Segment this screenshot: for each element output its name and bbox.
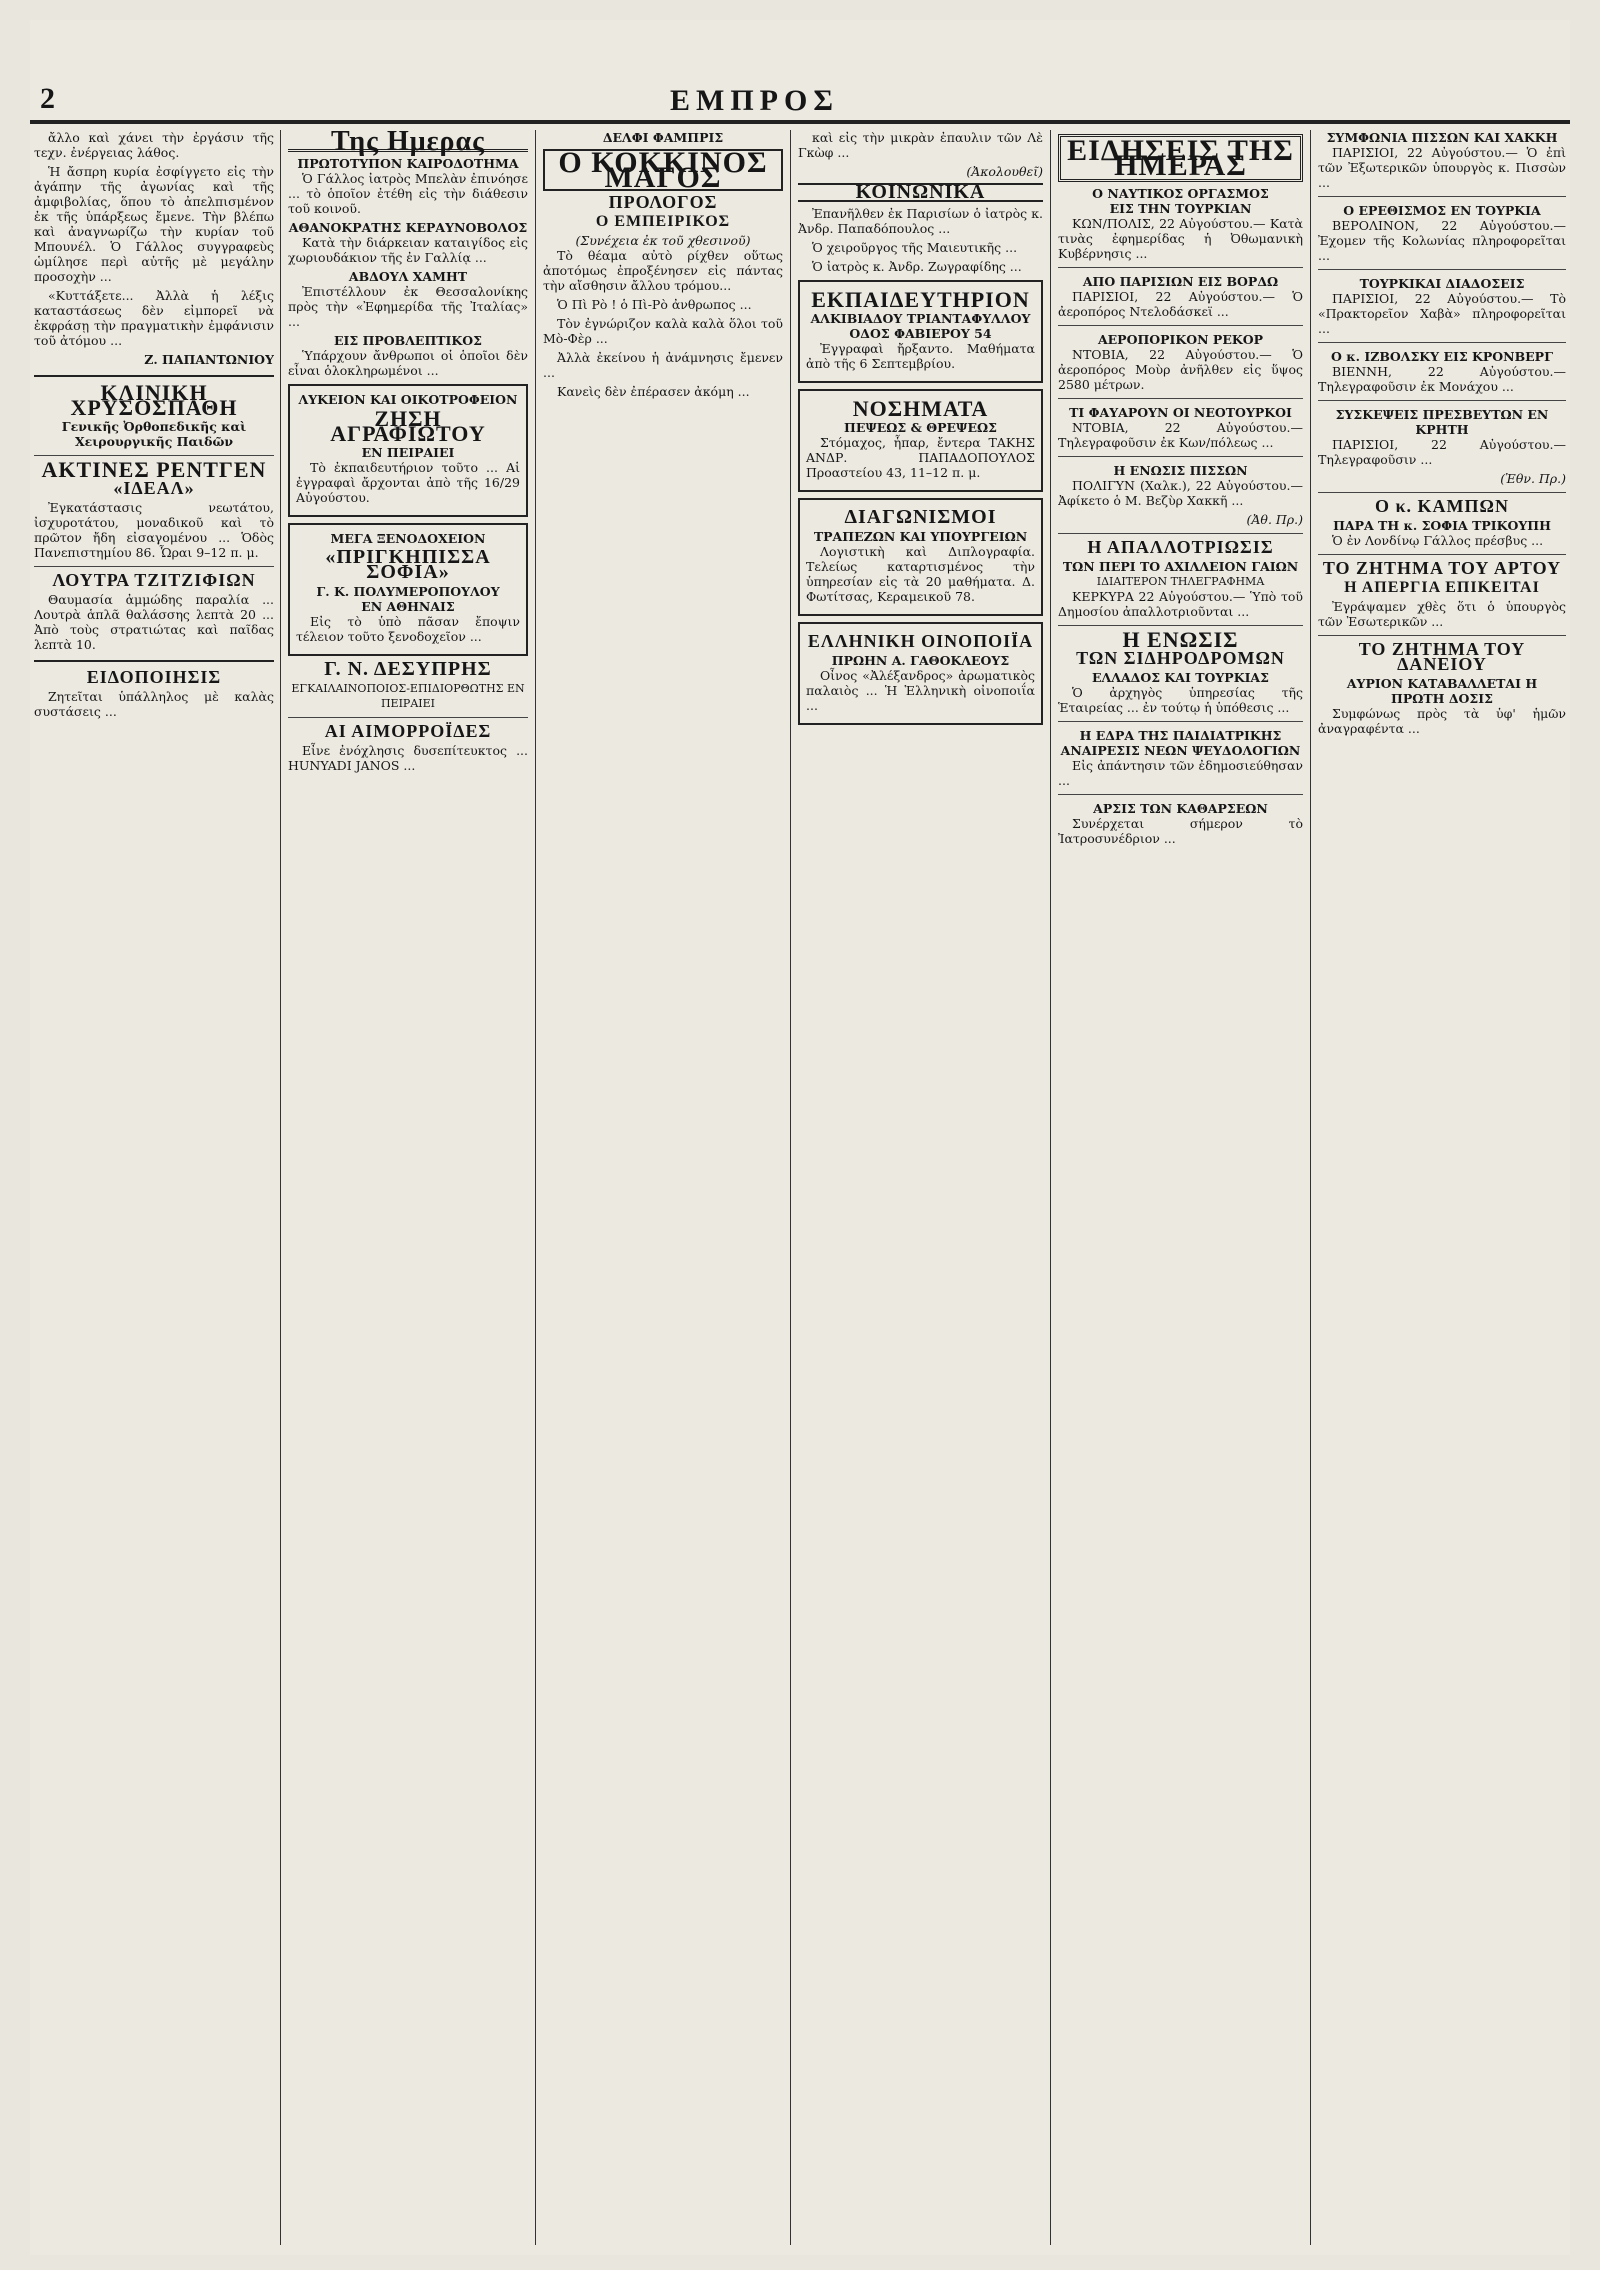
news-text: ΠΑΡΙΣΙΟΙ, 22 Αὐγούστου.— Ὁ ἐπὶ τῶν Ἐξωτερικῶν ὑπουργὸς κ. Πισσὼν ... (1318, 145, 1566, 190)
news-title: ΑΡΣΙΣ ΤΩΝ ΚΑΘΑΡΣΕΩΝ (1093, 801, 1268, 816)
ad-subheading: ΠΕΨΕΩΣ & ΘΡΕΨΕΩΣ (844, 420, 997, 435)
ad-text: Εἰς τὸ ὑπὸ πᾶσαν ἔποψιν τέλειον τοῦτο ξενοδοχεῖον ... (296, 614, 520, 644)
article-title: ΑΘΑΝΟΚΡΑΤΗΣ ΚΕΡΑΥΝΟΒΟΛΟΣ (288, 220, 528, 235)
serial-title: Ο ΚΟΚΚΙΝΟΣ ΜΑΓΟΣ (543, 149, 783, 191)
news-subtitle: ΤΩΝ ΣΙΔΗΡΟΔΡΟΜΩΝ (1076, 648, 1285, 668)
news-title: ΑΕΡΟΠΟΡΙΚΟΝ ΡΕΚΟΡ (1097, 332, 1264, 347)
news-title: Ο ΕΡΕΘΙΣΜΟΣ ΕΝ ΤΟΥΡΚΙΑ (1343, 203, 1541, 218)
social-text: Ὁ χειροῦργος τῆς Μαιευτικῆς ... (812, 240, 1018, 255)
divider (1318, 635, 1566, 636)
news-title: Η ΕΝΩΣΙΣ ΠΙΣΣΩΝ (1113, 463, 1248, 478)
ad-name: «ΠΡΙΓΚΗΠΙΣΣΑ ΣΟΦΙΑ» (325, 546, 491, 583)
news-text: Συνέρχεται σήμερον τὸ Ἰατροσυνέδριον ... (1058, 816, 1303, 846)
divider (34, 455, 274, 456)
news-subtitle: ΑΥΡΙΟΝ ΚΑΤΑΒΑΛΛΕΤΑΙ Η ΠΡΩΤΗ ΔΟΣΙΣ (1346, 676, 1538, 706)
divider (1058, 267, 1303, 268)
news-kind: ΙΔΙΑΙΤΕΡΟΝ ΤΗΛΕΓΡΑΦΗΜΑ (1096, 575, 1265, 588)
news-title: Ο κ. ΚΑΜΠΩΝ (1375, 496, 1509, 516)
news-text: ΠΟΛΙΓΥΝ (Χαλκ.), 22 Αὐγούστου.— Ἀφίκετο ὁ Μ. Βεζὺρ Χακκῆ ... (1058, 478, 1303, 508)
news-text: ΝΤΟΒΙΑ, 22 Αὐγούστου.— Ὁ ἀεροπόρος Μοὺρ ἀνῆλθεν εἰς ὕψος 2580 μέτρων. (1058, 347, 1303, 392)
ad-subheading: ΕΓΚΑΙΛΑΙΝΟΠΟΙΟΣ-ΕΠΙΔΙΟΡΘΩΤΗΣ ΕΝ ΠΕΙΡΑΙΕΙ (291, 682, 525, 710)
serial-text: Ὁ Πὶ Ρὸ ! ὁ Πὶ-Ρὸ ἀνθρωπος ... (557, 297, 752, 312)
ad-name: ΖΗΣΗ ΑΓΡΑΦΙΩΤΟΥ (330, 406, 486, 446)
serial-author: ΔΕΛΦΙ ΦΑΜΠΡΙΣ (602, 130, 724, 145)
serial-subtitle: ΠΡΟΛΟΓΟΣ (608, 192, 718, 212)
ad-heading: ΕΛΛΗΝΙΚΗ ΟΙΝΟΠΟΙΪΑ (807, 631, 1034, 651)
divider (1058, 325, 1303, 326)
divider (1058, 625, 1303, 626)
news-text: Ὁ ἐν Λονδίνῳ Γάλλος πρέσβυς ... (1332, 533, 1544, 548)
column-5 (1058, 130, 1303, 2245)
divider (1058, 794, 1303, 795)
column-rule (1050, 130, 1051, 2245)
ad-box (288, 384, 528, 517)
section-heading: ΕΙΔΗΣΕΙΣ ΤΗΣ ΗΜΕΡΑΣ (1058, 134, 1303, 182)
news-title: Η ΕΔΡΑ ΤΗΣ ΠΑΙΔΙΑΤΡΙΚΗΣ (1079, 728, 1282, 743)
serial-continuation: (Συνέχεια ἐκ τοῦ χθεσινοῦ) (575, 233, 751, 248)
news-title: Η ΕΝΩΣΙΣ (1122, 627, 1239, 652)
article-text: ἄλλο καὶ χάνει τὴν ἐργάσιν τῆς τεχν. ἐνέργειας λάθος. (34, 130, 274, 160)
ad-box (798, 622, 1043, 725)
newspaper-page (30, 20, 1570, 2255)
news-text: Συμφώνως πρὸς τὰ ὑφ' ἡμῶν ἀναγραφέντα ... (1318, 706, 1566, 736)
news-title: ΤΟ ΖΗΤΗΜΑ ΤΟΥ ΔΑΝΕΙΟΥ (1358, 639, 1526, 674)
ad-city: ΕΝ ΠΕΙΡΑΙΕΙ (361, 445, 455, 460)
ad-subheading: Γενικῆς Ὀρθοπεδικῆς καὶ Χειρουργικῆς Παιδῶν (61, 419, 247, 449)
divider (34, 566, 274, 567)
ad-text: Ἐγγραφαὶ ἤρξαντο. Μαθήματα ἀπὸ τῆς 6 Σεπτεμβρίου. (806, 341, 1035, 371)
ad-text: Οἶνος «Ἀλέξανδρος» ἀρωματικὸς παλαιὸς ... Ἡ Ἑλληνικὴ οἰνοποιΐα ... (806, 668, 1035, 713)
news-title: ΤΙ ΦΑΥΑΡΟΥΝ ΟΙ ΝΕΟΤΟΥΡΚΟΙ (1069, 405, 1292, 420)
column-3 (543, 130, 783, 2245)
article-text: Ἐπιστέλλουν ἐκ Θεσσαλονίκης πρὸς τὴν «Ἐφημερίδα τῆς Ἰταλίας» ... (288, 284, 528, 329)
news-title: ΑΠΟ ΠΑΡΙΣΙΩΝ ΕΙΣ ΒΟΡΔΩ (1082, 274, 1279, 289)
divider (288, 717, 528, 718)
social-text: Ὁ ἰατρὸς κ. Ἀνδρ. Ζωγραφίδης ... (812, 259, 1022, 274)
ad-text: Στόμαχος, ἧπαρ, ἔντερα ΤΑΚΗΣ ΑΝΔΡ. ΠΑΠΑΔΟΠΟΥΛΟΣ Προαστείου 43, 11–12 π. μ. (806, 435, 1035, 480)
serial-text: Τὸ θέαμα αὐτὸ ρίχθεν οὕτως ἀποτόμως ἐπροξένησεν εἰς πάντας τὴν αἴσθησιν ἄλλου τρόμου... (543, 248, 783, 293)
divider (1058, 533, 1303, 534)
article-text: Ὑπάρχουν ἄνθρωποι οἱ ὁποῖοι δὲν εἶναι ὁλοκληρωμένοι ... (288, 348, 528, 378)
news-title: ΣΥΜΦΩΝΙΑ ΠΙΣΣΩΝ ΚΑΙ ΧΑΚΚΗ (1326, 130, 1558, 145)
news-source: (Ἐθν. Πρ.) (1500, 471, 1566, 486)
ad-heading: ΛΟΥΤΡΑ ΤΖΙΤΖΙΦΙΩΝ (52, 570, 256, 590)
notice-text: Ζητεῖται ὑπάλληλος μὲ καλὰς συστάσεις ... (34, 689, 274, 719)
ad-heading: ΔΙΑΓΩΝΙΣΜΟΙ (844, 506, 997, 528)
notice-heading: ΕΙΔΟΠΟΙΗΣΙΣ (86, 667, 222, 687)
article-text: Κατὰ τὴν διάρκειαν καταιγίδος εἰς χωριουδάκιον τῆς ἐν Γαλλίᾳ ... (288, 235, 528, 265)
article-title: ΑΒΔΟΥΛ ΧΑΜΗΤ (348, 269, 468, 284)
news-subtitle: ΠΑΡΑ ΤΗ κ. ΣΟΦΙΑ ΤΡΙΚΟΥΠΗ (1333, 518, 1551, 533)
ad-text: Ἐγκατάστασις νεωτάτου, ἰσχυροτάτου, μοναδικοῦ καὶ τὸ πρῶτον ἤδη εἰσαγομένου ... Ὁδὸς Πανεπιστημίου 86. Ὧραι 9–12 π. μ. (34, 500, 274, 560)
serial-chapter: Ο ΕΜΠΕΙΡΙΚΟΣ (595, 213, 731, 230)
news-subtitle: ΕΙΣ ΤΗΝ ΤΟΥΡΚΙΑΝ (1109, 201, 1252, 216)
divider (1318, 400, 1566, 401)
divider (1058, 721, 1303, 722)
column-rule (790, 130, 791, 2245)
masthead (30, 20, 1570, 117)
news-text: Ὁ ἀρχηγὸς ὑπηρεσίας τῆς Ἑταιρείας ... ἐν τούτῳ ἡ ὑπόθεσις ... (1058, 685, 1303, 715)
news-title: Η ΑΠΑΛΛΟΤΡΙΩΣΙΣ (1087, 537, 1274, 557)
ad-name: ΑΛΚΙΒΙΑΔΟΥ ΤΡΙΑΝΤΑΦΥΛΛΟΥ (810, 311, 1031, 326)
ad-box (798, 389, 1043, 492)
news-text: Ἐγράψαμεν χθὲς ὅτι ὁ ὑπουργὸς τῶν Ἐσωτερικῶν ... (1318, 599, 1566, 629)
article-title: ΠΡΩΤΟΤΥΠΟΝ ΚΑΙΡΟΔΟΤΗΜΑ (297, 156, 519, 171)
article-text: Ἡ ἄσπρη κυρία ἐσφίγγετο εἰς τὴν ἀγάπην τῆς ἀγωνίας καὶ τῆς ἀμφιβολίας, ὅπου τὸ ἀπελπισμένον ἐκ τῆς ὑπάρξεως ἔμενε. Τὴν βλέπω καὶ ἀναγνωρίζω τὴν κυρίαν τοῦ Μπουνέλ. Ὁ Γάλλος συγγραφεὺς ὡμίλησε περὶ αὐτῆς μὲ μεγάλην προσοχὴν ... (34, 164, 274, 284)
article-text: Ὁ Γάλλος ἰατρὸς Μπελὰν ἐπινόησε ... τὸ ὁποῖον ἐτέθη εἰς τὴν διάθεσιν τοῦ κοινοῦ. (288, 171, 528, 216)
divider (1058, 456, 1303, 457)
divider (1318, 269, 1566, 270)
divider (34, 375, 274, 377)
column-2 (288, 130, 528, 2245)
news-subtitle: ΤΩΝ ΠΕΡΙ ΤΟ ΑΧΙΛΛΕΙΟΝ ΓΑΙΩΝ (1062, 559, 1299, 574)
section-heading: ΚΟΙΝΩΝΙΚΑ (798, 183, 1043, 202)
ad-text: Εἶνε ἐνόχλησις δυσεπίτευκτος ... HUNYADI JANOS ... (288, 743, 528, 773)
column-6 (1318, 130, 1566, 2245)
column-4 (798, 130, 1043, 2245)
ad-heading: ΑΚΤΙΝΕΣ ΡΕΝΤΓΕΝ (41, 457, 267, 482)
divider (1318, 342, 1566, 343)
column-rule (280, 130, 281, 2245)
section-heading: Της Ημερας (288, 134, 528, 152)
news-title: ΤΟ ΖΗΤΗΜΑ ΤΟΥ ΑΡΤΟΥ (1322, 558, 1562, 578)
column-1 (34, 130, 274, 2245)
news-text: ΚΕΡΚΥΡΑ 22 Αὐγούστου.— Ὑπὸ τοῦ Δημοσίου ἀπαλλοτριοῦνται ... (1058, 589, 1303, 619)
masthead-rule (30, 120, 1570, 124)
serial-text: Ἀλλὰ ἐκείνου ἡ ἀνάμνησις ἔμενεν ... (543, 350, 783, 380)
divider (1318, 492, 1566, 493)
serial-text: Κανεὶς δὲν ἐπέρασεν ἀκόμη ... (557, 384, 750, 399)
news-source: (Ἀθ. Πρ.) (1246, 512, 1303, 527)
ad-subheading: ΤΡΑΠΕΖΩΝ ΚΑΙ ΥΠΟΥΡΓΕΙΩΝ (813, 529, 1028, 544)
column-rule (535, 130, 536, 2245)
social-text: Ἐπανῆλθεν ἐκ Παρισίων ὁ ἰατρὸς κ. Ἀνδρ. Παπαδόπουλος ... (798, 206, 1043, 236)
news-text: Εἰς ἀπάντησιν τῶν ἐδημοσιεύθησαν ... (1058, 758, 1303, 788)
signature: Ζ. ΠΑΠΑΝΤΩΝΙΟΥ (144, 352, 274, 367)
news-text: ΝΤΟΒΙΑ, 22 Αὐγούστου.— Τηλεγραφοῦσιν ἐκ Κων/πόλεως ... (1058, 420, 1303, 450)
ad-heading: ΜΕΓΑ ΞΕΝΟΔΟΧΕΙΟΝ (330, 531, 486, 546)
news-text: ΠΑΡΙΣΙΟΙ, 22 Αὐγούστου.— Τὸ «Πρακτορεῖον Χαβὰ» πληροφορεῖται ... (1318, 291, 1566, 336)
news-text: ΠΑΡΙΣΙΟΙ, 22 Αὐγούστου.— Ὁ ἀεροπόρος Ντελοδάσκεϊ ... (1058, 289, 1303, 319)
ad-heading: ΑΙ ΑΙΜΟΡΡΟΪΔΕΣ (324, 721, 492, 741)
news-text: ΠΑΡΙΣΙΟΙ, 22 Αὐγούστου.— Τηλεγραφοῦσιν ... (1318, 437, 1566, 467)
news-text: ΒΕΡΟΛΙΝΟΝ, 22 Αὐγούστου.— Ἐχομεν τῆς Κολωνίας πληροφορεῖται ... (1318, 218, 1566, 263)
ad-text: Τὸ ἐκπαιδευτήριον τοῦτο ... Αἱ ἐγγραφαὶ ἄρχονται ἀπὸ τῆς 16/29 Αὐγούστου. (296, 460, 520, 505)
ad-box (798, 498, 1043, 616)
news-subtitle: ΑΝΑΙΡΕΣΙΣ ΝΕΩΝ ΨΕΥΔΟΛΟΓΙΩΝ (1060, 743, 1301, 758)
divider (1058, 398, 1303, 399)
divider (1318, 196, 1566, 197)
news-text: ΚΩΝ/ΠΟΛΙΣ, 22 Αὐγούστου.— Κατὰ τινὰς ἐφημερίδας ἡ Ὀθωμανικὴ Κυβέρνησις ... (1058, 216, 1303, 261)
divider (34, 660, 274, 662)
divider (1318, 554, 1566, 555)
serial-continues: (Ἀκολουθεῖ) (966, 164, 1043, 179)
ad-box (798, 280, 1043, 383)
ad-heading: Γ. Ν. ΔΕΣΥΠΡΗΣ (324, 658, 492, 680)
ad-heading: ΕΚΠΑΙΔΕΥΤΗΡΙΟΝ (811, 287, 1030, 312)
ad-subheading: «ΙΔΕΑΛ» (113, 478, 195, 498)
ad-box (288, 523, 528, 656)
ad-owner: Γ. Κ. ΠΟΛΥΜΕΡΟΠΟΥΛΟΥ (316, 584, 500, 599)
ad-subheading: ΠΡΩΗΝ Α. ΓΑΘΟΚΛΕΟΥΣ (831, 653, 1010, 668)
column-rule (1310, 130, 1311, 2245)
news-subtitle: Η ΑΠΕΡΓΙΑ ΕΠΙΚΕΙΤΑΙ (1344, 579, 1540, 596)
news-text: ΒΙΕΝΝΗ, 22 Αὐγούστου.— Τηλεγραφοῦσιν ἐκ Μονάχου ... (1318, 364, 1566, 394)
ad-heading: ΛΥΚΕΙΟΝ ΚΑΙ ΟΙΚΟΤΡΟΦΕΙΟΝ (298, 392, 518, 407)
ad-city: ΕΝ ΑΘΗΝΑΙΣ (361, 599, 455, 614)
news-subtitle: ΕΛΛΑΔΟΣ ΚΑΙ ΤΟΥΡΚΙΑΣ (1092, 670, 1269, 685)
article-text: «Κυττάξετε... Ἀλλὰ ἡ λέξις καταστάσεως δὲν εἰμπορεῖ νὰ ἐκφράσῃ τὴν πραγματικὴν ἐμφάνισιν τοῦ ἀτόμου ... (34, 288, 274, 348)
ad-text: Λογιστικὴ καὶ Διπλογραφία. Τελείως καταρτισμένος τὴν ὑπηρεσίαν εἰς τὰ 20 μαθήματα. Δ. Φωτίτσας, Κεραμεικοῦ 78. (806, 544, 1035, 604)
serial-text: Τὸν ἐγνώριζον καλὰ καλὰ ὅλοι τοῦ Μὸ-Φὲρ ... (543, 316, 783, 346)
news-title: Ο κ. ΙΖΒΟΛΣΚΥ ΕΙΣ ΚΡΟΝΒΕΡΓ (1331, 349, 1553, 364)
serial-text: καὶ εἰς τὴν μικρὰν ἐπαυλιν τῶν Λὲ Γκὼφ ... (798, 130, 1043, 160)
paper-name: ΕΜΠΡΟΣ (670, 84, 839, 117)
news-title: ΤΟΥΡΚΙΚΑΙ ΔΙΑΔΟΣΕΙΣ (1359, 276, 1525, 291)
page-number: 2 (40, 82, 55, 115)
ad-text: Θαυμασία ἀμμώδης παραλία ... Λουτρὰ ἁπλᾶ θαλάσσης λεπτὰ 20 ... Ἀπὸ τοὺς στρατιώτας καὶ παῖδας λεπτὰ 10. (34, 592, 274, 652)
news-title: Ο ΝΑΥΤΙΚΟΣ ΟΡΓΑΣΜΟΣ (1092, 186, 1269, 201)
news-title: ΣΥΣΚΕΨΕΙΣ ΠΡΕΣΒΕΥΤΩΝ ΕΝ ΚΡΗΤΗ (1335, 407, 1549, 437)
ad-address: ΟΔΟΣ ΦΑΒΙΕΡΟΥ 54 (849, 326, 992, 341)
ad-heading: ΝΟΣΗΜΑΤΑ (852, 396, 989, 421)
article-title: ΕΙΣ ΠΡΟΒΛΕΠΤΙΚΟΣ (334, 333, 482, 348)
ad-heading: ΚΛΙΝΙΚΗ ΧΡΥΣΟΣΠΑΘΗ (70, 380, 238, 420)
